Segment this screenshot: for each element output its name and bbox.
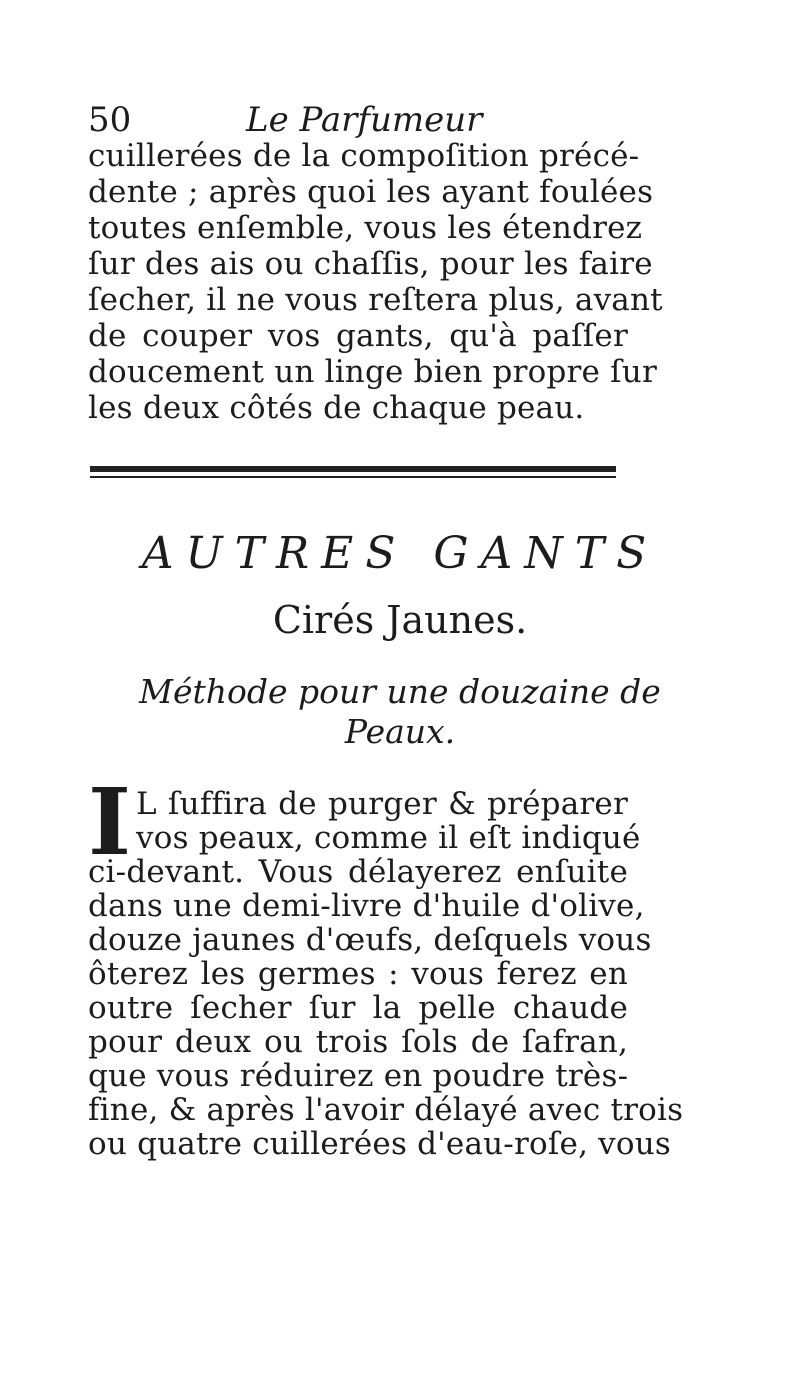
text-line: ôterez les germes : vous ferez en xyxy=(88,956,628,992)
page-number: 50 xyxy=(88,100,132,140)
running-title: Le Parfumeur xyxy=(246,100,483,140)
text-line: fine, & après l'avoir délayé avec trois xyxy=(88,1092,684,1128)
text-line: doucement un linge bien propre ſur xyxy=(88,354,657,390)
method-heading-line: Peaux. xyxy=(344,712,456,751)
text-line: toutes enſemble, vous les étendrez xyxy=(88,210,643,246)
section-subtitle: Cirés Jaunes. xyxy=(272,598,528,642)
text-line: de couper vos gants, qu'à paſſer xyxy=(88,318,628,354)
text-line: outre ſecher ſur la pelle chaude xyxy=(88,990,628,1026)
text-line: les deux côtés de chaque peau. xyxy=(88,390,585,426)
rule-thick-bar xyxy=(90,466,616,472)
text-line: ſecher, il ne vous reſtera plus, avant xyxy=(88,282,663,318)
text-line: L ſuffira de purger & préparer xyxy=(136,786,628,822)
section-title: AUTRES GANTS xyxy=(141,528,659,579)
text-line: vos peaux, comme il eſt indiqué xyxy=(136,820,641,856)
text-line: cuillerées de la compoſition précé- xyxy=(88,138,640,174)
text-line: ſur des ais ou chaſſis, pour les faire xyxy=(88,246,653,282)
text-line: pour deux ou trois ſols de ſafran, xyxy=(88,1024,628,1060)
ornamental-rule xyxy=(90,466,616,480)
drop-cap: I xyxy=(88,768,132,876)
text-line: dente ; après quoi les ayant foulées xyxy=(88,174,654,210)
text-line: que vous réduirez en poudre très- xyxy=(88,1058,629,1094)
text-line: dans une demi-livre d'huile d'olive, xyxy=(88,888,645,924)
text-line: ci-devant. Vous délayerez enſuite xyxy=(88,854,628,890)
method-heading-line: Méthode pour une douzaine de xyxy=(139,672,661,711)
rule-thin-bar xyxy=(90,476,616,478)
text-line: ou quatre cuillerées d'eau-roſe, vous xyxy=(88,1126,672,1162)
text-line: douze jaunes d'œufs, deſquels vous xyxy=(88,922,652,958)
